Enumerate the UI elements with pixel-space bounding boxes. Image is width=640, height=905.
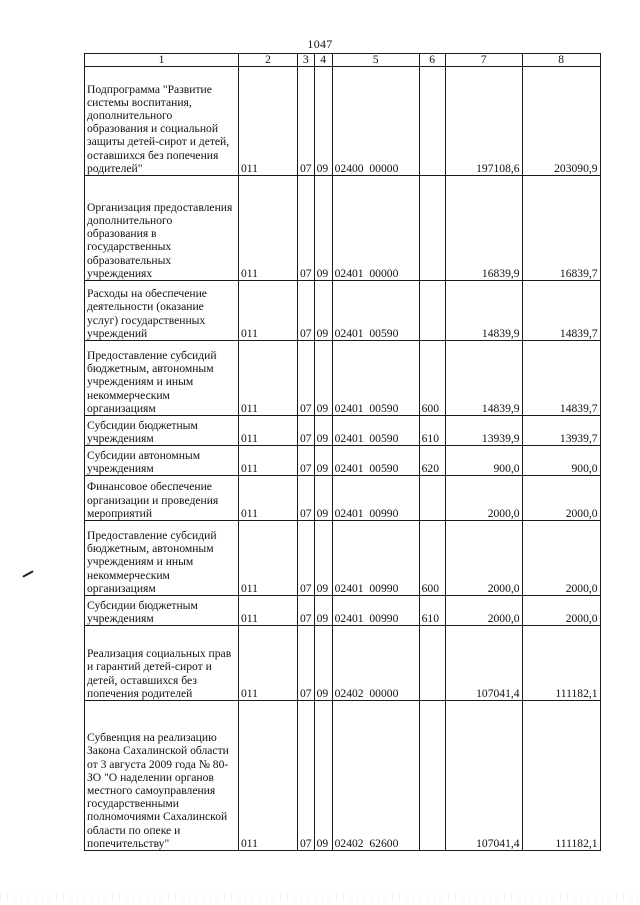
row-ministry-code: 011 [239, 521, 298, 596]
row-subsection: 09 [314, 176, 332, 281]
row-expense-type [419, 67, 445, 176]
row-subsection: 09 [314, 701, 332, 851]
row-section: 07 [298, 176, 315, 281]
row-name: Субсидии автономным учреждениям [85, 446, 239, 476]
row-expense-type [419, 476, 445, 521]
row-sum-col8: 900,0 [522, 446, 600, 476]
table-row [85, 626, 601, 701]
table-row [85, 476, 601, 521]
row-ministry-code: 011 [239, 476, 298, 521]
row-sum-col8: 2000,0 [522, 521, 600, 596]
row-sum-col7: 16839,9 [445, 176, 522, 281]
row-sum-col7: 900,0 [445, 446, 522, 476]
column-header: 7 [445, 54, 522, 67]
row-target-article: 02402 62600 [332, 701, 419, 851]
row-ministry-code: 011 [239, 446, 298, 476]
row-expense-type: 610 [419, 416, 445, 446]
row-expense-type [419, 701, 445, 851]
page-number: 1047 [307, 37, 333, 51]
table-row [85, 341, 601, 416]
column-header: 3 [298, 54, 315, 67]
table-row [85, 701, 601, 851]
row-target-article: 02401 00000 [332, 176, 419, 281]
row-expense-type: 620 [419, 446, 445, 476]
row-sum-col8: 111182,1 [522, 701, 600, 851]
row-section: 07 [298, 67, 315, 176]
row-target-article: 02401 00990 [332, 521, 419, 596]
column-header: 6 [419, 54, 445, 67]
row-name: Предоставление субсидий бюджетным, автономным учреждениям и иным некоммерческим организациям [85, 521, 239, 596]
table-row [85, 596, 601, 626]
row-section: 07 [298, 416, 315, 446]
row-subsection: 09 [314, 416, 332, 446]
row-section: 07 [298, 446, 315, 476]
row-section: 07 [298, 281, 315, 341]
row-target-article: 02401 00590 [332, 446, 419, 476]
table-row [85, 521, 601, 596]
row-name: Финансовое обеспечение организации и проведения мероприятий [85, 476, 239, 521]
table-row [85, 416, 601, 446]
row-subsection: 09 [314, 626, 332, 701]
scan-noise-strip [0, 893, 640, 901]
row-ministry-code: 011 [239, 626, 298, 701]
row-target-article: 02401 00590 [332, 281, 419, 341]
row-section: 07 [298, 701, 315, 851]
row-ministry-code: 011 [239, 701, 298, 851]
budget-table [84, 53, 601, 851]
row-subsection: 09 [314, 281, 332, 341]
row-expense-type: 610 [419, 596, 445, 626]
table-row [85, 281, 601, 341]
row-name: Расходы на обеспечение деятельности (оказание услуг) государственных учреждений [85, 281, 239, 341]
row-target-article: 02400 00000 [332, 67, 419, 176]
row-section: 07 [298, 521, 315, 596]
row-expense-type [419, 626, 445, 701]
row-name: Субвенция на реализацию Закона Сахалинской области от 3 августа 2009 года № 80-ЗО "О наделении органов местного самоуправления государственными полномочиями Сахалинской области по опеке и попечительству" [85, 701, 239, 851]
row-name: Предоставление субсидий бюджетным, автономным учреждениям и иным некоммерческим организациям [85, 341, 239, 416]
column-header: 8 [522, 54, 600, 67]
row-sum-col7: 197108,6 [445, 67, 522, 176]
row-subsection: 09 [314, 476, 332, 521]
row-section: 07 [298, 626, 315, 701]
row-sum-col8: 14839,7 [522, 281, 600, 341]
row-sum-col8: 2000,0 [522, 596, 600, 626]
row-sum-col7: 14839,9 [445, 281, 522, 341]
row-name: Подпрограмма "Развитие системы воспитания, дополнительного образования и социальной защиты детей-сирот и детей, оставшихся без попечения родителей" [85, 67, 239, 176]
row-section: 07 [298, 476, 315, 521]
row-expense-type [419, 176, 445, 281]
row-sum-col8: 16839,7 [522, 176, 600, 281]
row-ministry-code: 011 [239, 596, 298, 626]
row-sum-col8: 203090,9 [522, 67, 600, 176]
row-sum-col7: 107041,4 [445, 626, 522, 701]
row-expense-type: 600 [419, 341, 445, 416]
pen-mark [22, 570, 34, 577]
column-header: 1 [85, 54, 239, 67]
row-section: 07 [298, 596, 315, 626]
row-sum-col7: 13939,9 [445, 416, 522, 446]
row-ministry-code: 011 [239, 416, 298, 446]
row-expense-type [419, 281, 445, 341]
row-name: Организация предоставления дополнительного образования в государственных образовательных учреждениях [85, 176, 239, 281]
row-sum-col7: 2000,0 [445, 596, 522, 626]
row-target-article: 02401 00990 [332, 476, 419, 521]
column-header: 4 [314, 54, 332, 67]
column-header-row [85, 54, 601, 67]
row-ministry-code: 011 [239, 341, 298, 416]
row-sum-col7: 14839,9 [445, 341, 522, 416]
row-name: Субсидии бюджетным учреждениям [85, 416, 239, 446]
table-row [85, 67, 601, 176]
row-subsection: 09 [314, 341, 332, 416]
row-target-article: 02401 00990 [332, 596, 419, 626]
row-target-article: 02401 00590 [332, 341, 419, 416]
row-subsection: 09 [314, 67, 332, 176]
row-sum-col7: 2000,0 [445, 476, 522, 521]
row-target-article: 02401 00590 [332, 416, 419, 446]
row-subsection: 09 [314, 521, 332, 596]
row-subsection: 09 [314, 596, 332, 626]
row-ministry-code: 011 [239, 281, 298, 341]
row-sum-col8: 13939,7 [522, 416, 600, 446]
row-sum-col8: 111182,1 [522, 626, 600, 701]
row-ministry-code: 011 [239, 176, 298, 281]
table-row [85, 446, 601, 476]
column-header: 2 [239, 54, 298, 67]
row-section: 07 [298, 341, 315, 416]
column-header: 5 [332, 54, 419, 67]
row-sum-col8: 2000,0 [522, 476, 600, 521]
row-ministry-code: 011 [239, 67, 298, 176]
row-expense-type: 600 [419, 521, 445, 596]
table-row [85, 176, 601, 281]
row-name: Реализация социальных прав и гарантий детей-сирот и детей, оставшихся без попечения родителей [85, 626, 239, 701]
row-sum-col7: 107041,4 [445, 701, 522, 851]
row-sum-col8: 14839,7 [522, 341, 600, 416]
row-target-article: 02402 00000 [332, 626, 419, 701]
row-name: Субсидии бюджетным учреждениям [85, 596, 239, 626]
row-sum-col7: 2000,0 [445, 521, 522, 596]
row-subsection: 09 [314, 446, 332, 476]
